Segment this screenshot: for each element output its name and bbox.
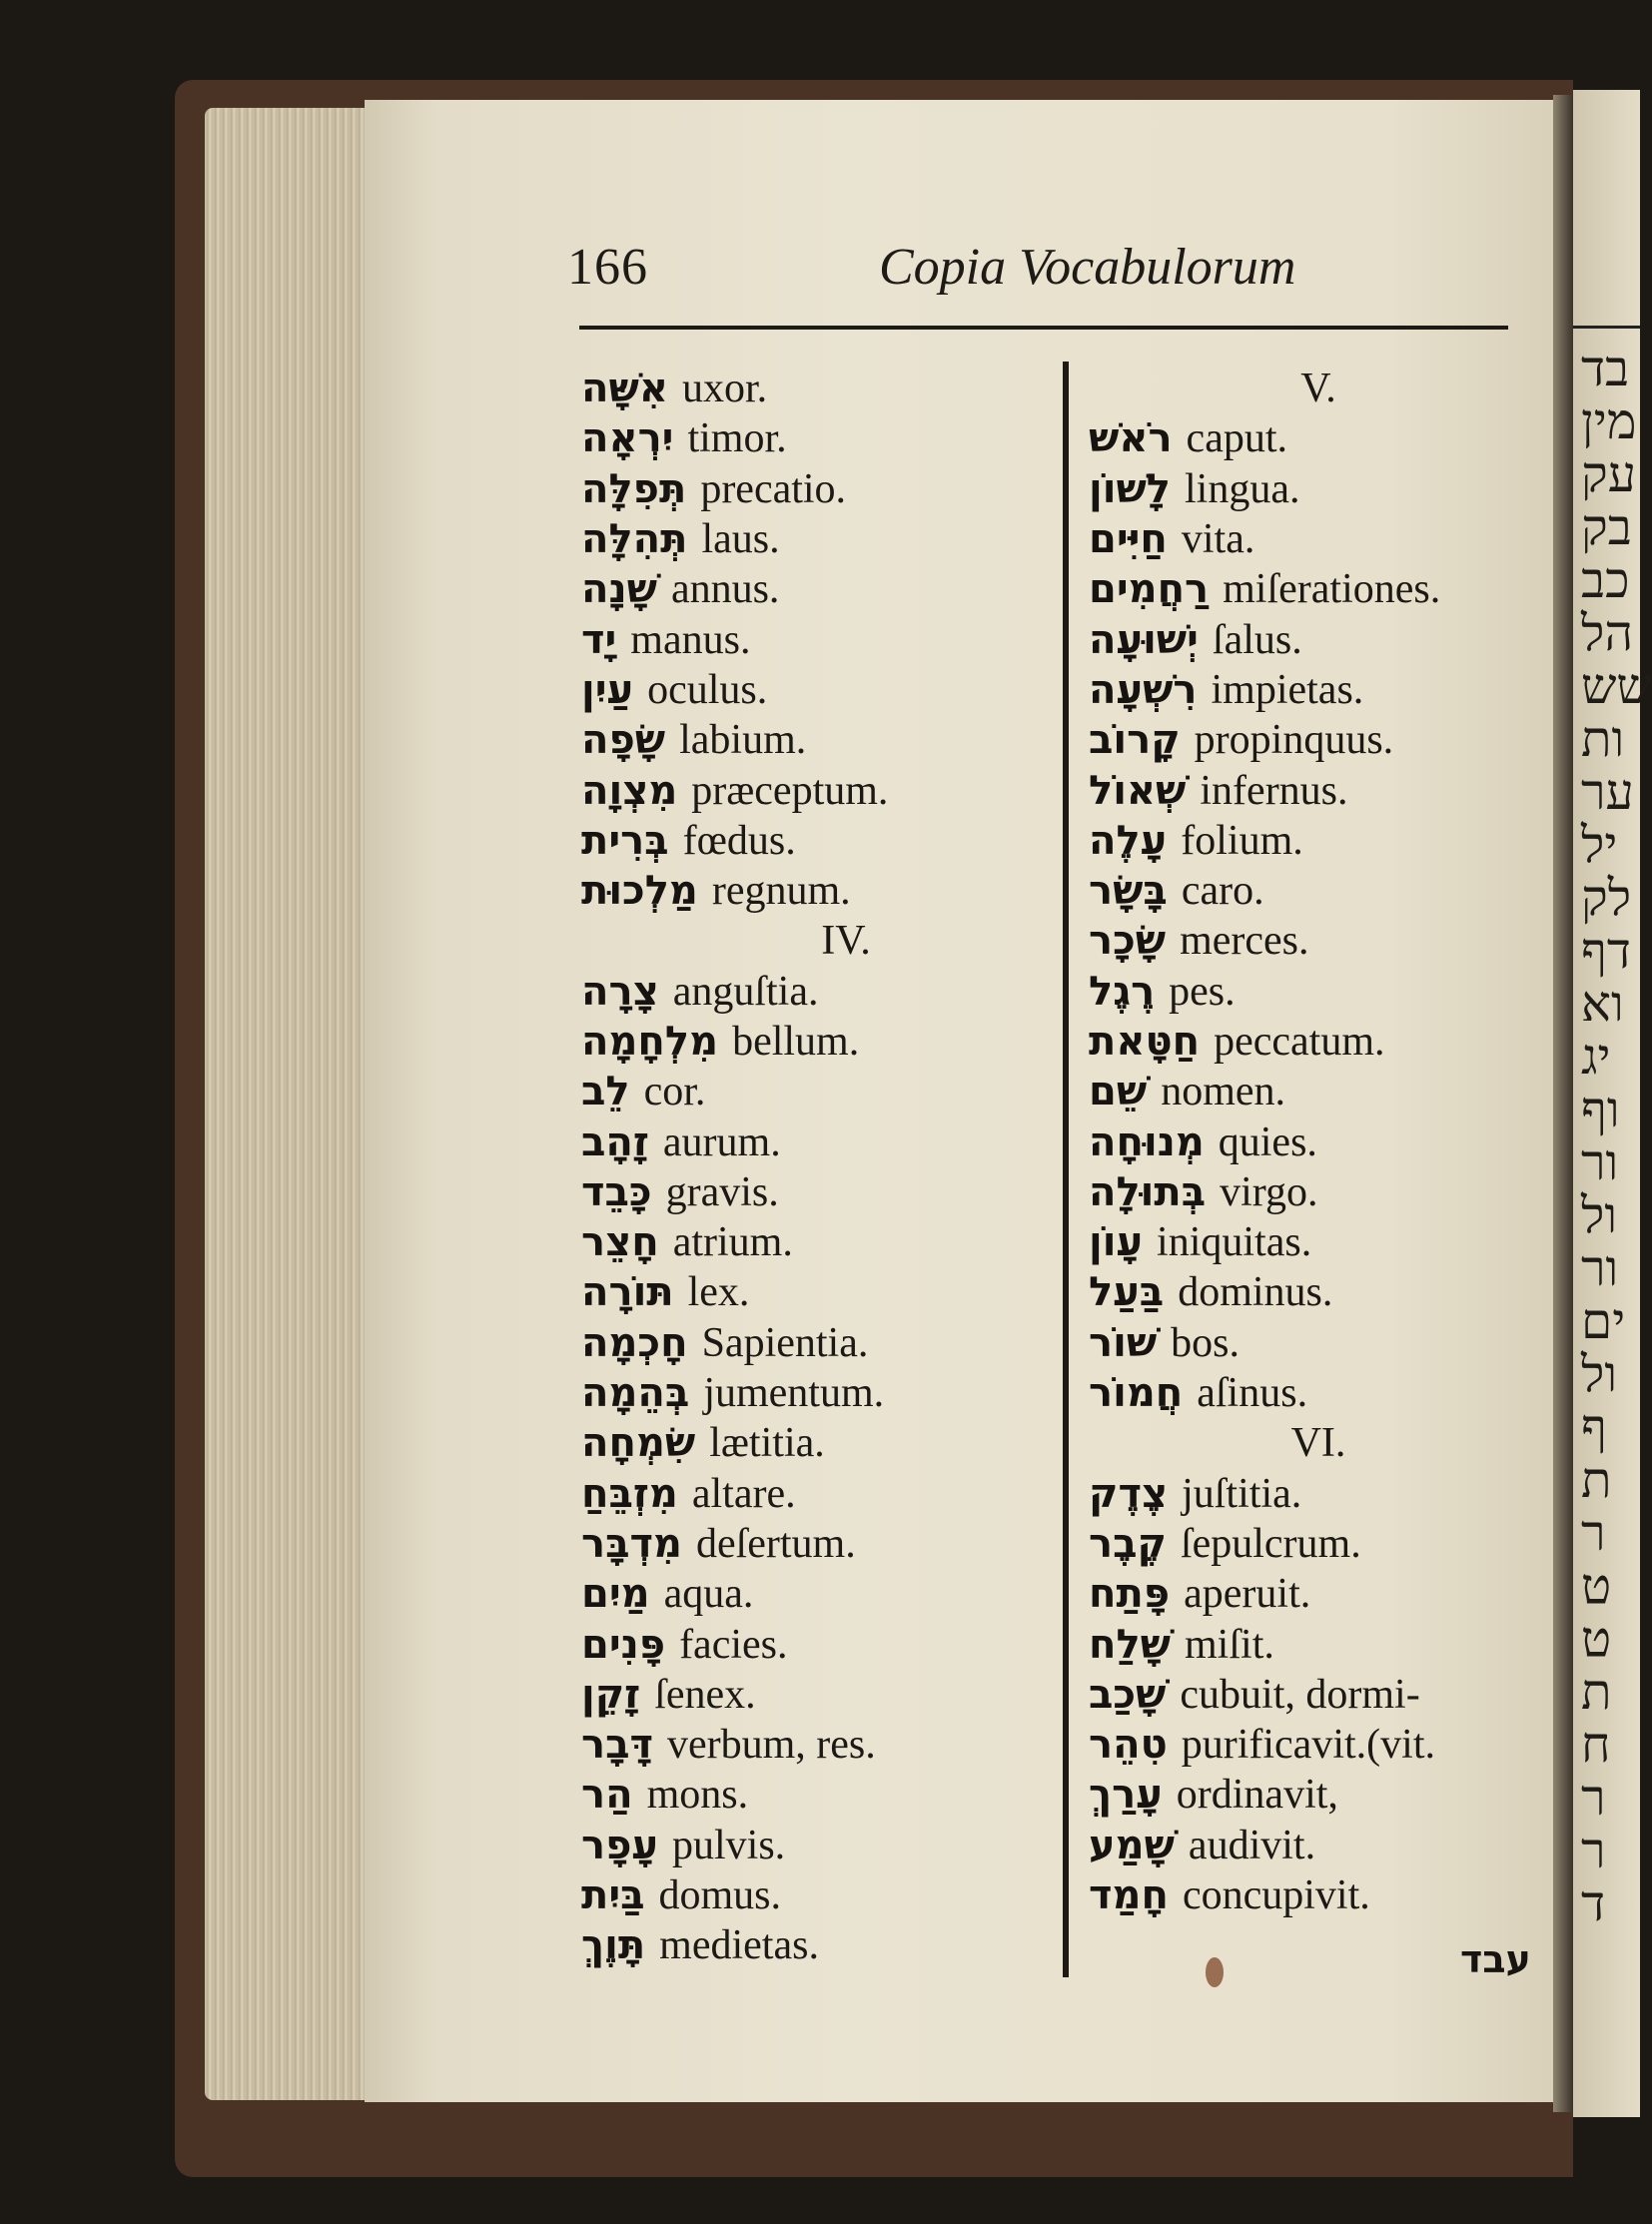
hebrew-word: צָרָה [581,968,659,1015]
hebrew-word: תְּפִלָּה [581,465,687,512]
facing-page-fragment: ול [1581,1346,1618,1402]
latin-gloss: aperuit. [1184,1571,1311,1618]
vocabulary-entry [581,765,1051,815]
vocabulary-entry [581,1619,1051,1669]
facing-page-fragment: כב [1581,552,1630,608]
hebrew-word: צֶדֶק [1089,1470,1169,1517]
vocabulary-entry [581,1469,1051,1519]
vocabulary-entry [1089,614,1548,664]
vocabulary-entry [581,1116,1051,1166]
vocabulary-entry [1089,1569,1548,1619]
vocabulary-entry [581,1368,1051,1418]
hebrew-word: בְּתוּלָה [1089,1168,1207,1215]
facing-page-rule [1573,326,1640,329]
hebrew-word: רַחֲמִים [1089,566,1210,613]
latin-gloss: purificavit.(vit. [1181,1722,1435,1769]
vocabulary-entry [1089,1770,1548,1820]
vocabulary-entry [581,1267,1051,1317]
vocabulary-entry [1089,413,1548,463]
vocabulary-entry [1089,665,1548,715]
hebrew-word: יְשׁוּעָה [1089,616,1199,663]
facing-page-fragment: ר [1581,1770,1606,1826]
latin-gloss: folium. [1181,817,1303,864]
vocabulary-entry [1089,1267,1548,1317]
vocabulary-entry [581,1017,1051,1067]
vocabulary-entry [581,514,1051,564]
hebrew-word: שְׁאוֹל [1089,767,1187,814]
vocabulary-entry [581,614,1051,664]
vocabulary-entry [1089,866,1548,916]
latin-gloss: ordinavit, [1176,1772,1338,1819]
hebrew-word: בַּעַל [1089,1269,1165,1316]
hebrew-word: שׁוֹר [1089,1319,1158,1366]
latin-gloss: bellum. [732,1019,860,1065]
facing-page-fragment: שש [1581,658,1652,714]
hebrew-word: קָרוֹב [1089,717,1181,764]
facing-page-fragment: ור [1581,1134,1619,1190]
latin-gloss: miſit. [1185,1621,1274,1668]
vocabulary-entry [1089,1167,1548,1217]
vocabulary-entry [1089,564,1548,614]
hebrew-word: מִלְחָמָה [581,1019,719,1065]
vocabulary-entry [1089,816,1548,866]
vocabulary-entry [1089,1116,1548,1166]
ink-stain [1206,1957,1224,1987]
latin-gloss: ſalus. [1212,616,1302,663]
hebrew-word: לָשׁוֹן [1089,465,1171,512]
latin-gloss: lætitia. [709,1420,825,1467]
latin-gloss: mons. [646,1772,749,1819]
hebrew-word: כָּבֵד [581,1168,652,1215]
latin-gloss: annus. [670,566,780,613]
latin-gloss: jumentum. [703,1370,885,1417]
facing-page-fragment: ול [1581,1187,1618,1243]
hebrew-word: שָׁכַב [1089,1671,1167,1718]
latin-gloss: aſinus. [1197,1370,1308,1417]
facing-page-fragment: ער [1581,764,1634,820]
latin-gloss: iniquitas. [1157,1219,1312,1266]
hebrew-word: מַלְכוּת [581,868,698,915]
facing-page-fragment: ים [1581,1293,1626,1349]
column-divider [1063,362,1069,1977]
facing-page-fragment: עק [1581,446,1637,502]
facing-page-fragment: הל [1581,605,1634,661]
hebrew-word: שִׂמְחָה [581,1420,696,1467]
latin-gloss: pes. [1169,968,1236,1015]
section-heading: V. [1300,366,1336,411]
hebrew-word: מִצְוָה [581,767,678,814]
hebrew-word: פָּתַח [1089,1571,1171,1618]
facing-page-fragment: ר [1581,1823,1606,1878]
latin-gloss: precatio. [700,465,847,512]
hebrew-word: עָפָר [581,1822,658,1868]
latin-gloss: propinquus. [1194,717,1394,764]
hebrew-word: שָׁמַע [1089,1822,1175,1868]
hebrew-word: חֲמוֹר [1089,1370,1184,1417]
latin-gloss: regnum. [711,868,851,915]
latin-gloss: anguſtia. [672,968,819,1015]
vocabulary-entry [581,1720,1051,1770]
vocabulary-entry [1089,1670,1548,1720]
facing-page-fragment: וף [1581,1082,1620,1137]
facing-page-fragment: ח [1581,1717,1611,1773]
latin-gloss: pulvis. [671,1822,786,1868]
facing-page-fragment: לק [1581,870,1632,926]
latin-gloss: manus. [630,616,751,663]
hebrew-word: טִהֵר [1089,1722,1168,1769]
vocabulary-entry [581,1870,1051,1920]
hebrew-word: מְנוּחָה [1089,1118,1205,1165]
vocabulary-entry [581,1519,1051,1569]
hebrew-word: עָלֶה [1089,817,1168,864]
latin-gloss: aurum. [662,1118,781,1165]
latin-gloss: altare. [691,1470,796,1517]
latin-gloss: atrium. [672,1219,793,1266]
hebrew-word: תָּוֶךְ [581,1922,646,1969]
latin-gloss: audivit. [1188,1822,1316,1868]
hebrew-word: יִרְאָה [581,415,674,462]
vocabulary-entry [1089,1519,1548,1569]
latin-gloss: aqua. [663,1571,754,1618]
latin-gloss: concupivit. [1182,1872,1370,1919]
book-gutter [1553,95,1573,2112]
hebrew-word: בַּיִת [581,1872,645,1919]
latin-gloss: oculus. [647,666,768,713]
hebrew-word: בְּרִית [581,817,669,864]
facing-page-fragment: וא [1581,976,1624,1032]
latin-gloss: caput. [1186,415,1287,462]
header-rule [579,326,1508,330]
section-heading: VI. [1290,1420,1346,1467]
latin-gloss: lex. [687,1269,750,1316]
hebrew-word: תּוֹרָה [581,1269,674,1316]
latin-gloss: dominus. [1178,1269,1333,1316]
facing-page-fragment: יג [1581,1029,1611,1085]
facing-page-fragment: ט [1581,1558,1612,1614]
latin-gloss: gravis. [665,1168,779,1215]
hebrew-word: שָׁלַח [1089,1621,1172,1668]
facing-page-fragment: מין [1581,393,1637,449]
hebrew-word: בְּהֵמָה [581,1370,690,1417]
hebrew-word: יָד [581,616,617,663]
facing-page-fragment: יל [1581,817,1618,873]
hebrew-word: מִדְבָּר [581,1520,682,1567]
hebrew-word: אִשָּׁה [581,366,668,412]
hebrew-word: זָקֵן [581,1671,641,1718]
hebrew-word: שָׂכָר [1089,918,1167,965]
hebrew-word: רֹאשׁ [1089,415,1173,462]
vocabulary-entry [581,1167,1051,1217]
vocabulary-entry [1089,1368,1548,1418]
facing-page-fragment: בד [1581,341,1630,396]
facing-page-fragment: ד [1581,1875,1606,1931]
latin-gloss: domus. [658,1872,782,1919]
hebrew-word: זָהָב [581,1118,649,1165]
facing-page-fragment: ט [1581,1611,1612,1667]
latin-gloss: caro. [1181,868,1264,915]
vocabulary-entry [581,866,1051,916]
hebrew-word: עָוֹן [1089,1219,1144,1266]
hebrew-word: הַר [581,1772,633,1819]
latin-gloss: verbum, res. [667,1722,876,1769]
hebrew-word: דָּבָר [581,1722,653,1769]
vocabulary-entry [1089,1318,1548,1368]
latin-gloss: vita. [1181,516,1255,563]
facing-page-fragment: דף [1581,923,1631,979]
latin-gloss: labium. [679,717,807,764]
facing-page-edge [1573,90,1652,2117]
latin-gloss: uxor. [681,366,768,412]
vocabulary-entry [581,967,1051,1017]
latin-gloss: laus. [701,516,780,563]
vocabulary-entry [581,564,1051,614]
vocabulary-entry [1089,1870,1548,1920]
hebrew-word: מַיִם [581,1571,650,1618]
facing-page-fragment: ר [1581,1505,1606,1561]
vocabulary-entry [581,1318,1051,1368]
hebrew-word: חָצֵר [581,1219,659,1266]
latin-gloss: virgo. [1220,1168,1318,1215]
vocabulary-entry [581,364,1051,413]
vocabulary-entry [581,665,1051,715]
page-number: 166 [567,239,648,296]
vocabulary-entry [1089,916,1548,966]
vocabulary-entry [1089,1720,1548,1770]
hebrew-word: עַיִן [581,666,634,713]
vocabulary-entry [581,816,1051,866]
hebrew-word: לֵב [581,1069,630,1115]
vocabulary-entry [1089,514,1548,564]
vocabulary-entry [1089,1821,1548,1870]
vocabulary-entry [581,464,1051,514]
hebrew-word: רֶגֶל [1089,968,1156,1015]
vocabulary-entry [581,1821,1051,1870]
latin-gloss: peccatum. [1214,1019,1385,1065]
latin-gloss: merces. [1180,918,1309,965]
latin-gloss: quies. [1218,1118,1317,1165]
vocabulary-entry [1089,765,1548,815]
facing-page-fragment: ת [1581,1452,1612,1508]
latin-gloss: nomen. [1161,1069,1285,1115]
facing-page-fragment: ות [1581,711,1625,767]
hebrew-word: חַטָּאת [1089,1019,1201,1065]
latin-gloss: bos. [1171,1319,1240,1366]
hebrew-word: שֵׁם [1089,1069,1148,1115]
vocabulary-entry [581,1067,1051,1116]
latin-gloss: facies. [679,1621,788,1668]
latin-gloss: medietas. [659,1922,819,1969]
vocabulary-entry [581,1670,1051,1720]
latin-gloss: ſenex. [654,1671,756,1718]
latin-gloss: timor. [687,415,787,462]
hebrew-word: מִזְבֵּחַ [581,1470,678,1517]
vocabulary-entry [581,715,1051,765]
vocabulary-entry [581,1920,1051,1970]
vocabulary-column-right [1089,364,1548,1920]
hebrew-word: חַיִּים [1089,516,1168,563]
latin-gloss: Sapientia. [701,1319,869,1366]
hebrew-word: בָּשָׂר [1089,868,1168,915]
latin-gloss: præceptum. [691,767,889,814]
hebrew-word: קֶבֶר [1089,1520,1167,1567]
vocabulary-entry [1089,1217,1548,1267]
hebrew-word: רִשְׁעָה [1089,666,1198,713]
latin-gloss: impietas. [1211,666,1364,713]
latin-gloss: juſtitia. [1182,1470,1302,1517]
latin-gloss: cor. [643,1069,706,1115]
vocabulary-entry [1089,1067,1548,1116]
hebrew-word: תְּהִלָּה [581,516,688,563]
latin-gloss: miſerationes. [1223,566,1441,613]
latin-gloss: fœdus. [682,817,796,864]
vocabulary-entry [1089,1017,1548,1067]
section-heading: IV. [821,918,871,965]
vocabulary-entry [1089,967,1548,1017]
hebrew-word: חָמַד [1089,1872,1169,1919]
vocabulary-entry [581,1418,1051,1468]
vocabulary-entry [581,1770,1051,1820]
latin-gloss: infernus. [1200,767,1348,814]
vocabulary-column-left [581,364,1051,1971]
facing-page-fragment: ור [1581,1240,1619,1296]
page-edges [205,108,380,2100]
vocabulary-entry [581,1217,1051,1267]
latin-gloss: ſepulcrum. [1180,1520,1361,1567]
hebrew-word: עָרַךְ [1089,1772,1163,1819]
vocabulary-entry [1089,1619,1548,1669]
vocabulary-entry [1089,715,1548,765]
facing-page-fragment: ף [1581,1399,1607,1455]
latin-gloss: lingua. [1185,465,1300,512]
hebrew-word: פָּנִים [581,1621,666,1668]
latin-gloss: cubuit, dormi- [1180,1671,1420,1718]
latin-gloss: deſertum. [695,1520,856,1567]
vocabulary-entry [581,413,1051,463]
catchword: עבד [1460,1937,1531,1981]
hebrew-word: שָׁנָה [581,566,657,613]
running-title: Copia Vocabulorum [879,239,1296,296]
hebrew-word: שָׂפָה [581,717,666,764]
facing-page-fragment: בק [1581,499,1632,555]
vocabulary-entry [1089,1469,1548,1519]
vocabulary-entry [1089,464,1548,514]
facing-page-fragment: ת [1581,1664,1612,1720]
hebrew-word: חָכְמָה [581,1319,688,1366]
vocabulary-entry [581,1569,1051,1619]
